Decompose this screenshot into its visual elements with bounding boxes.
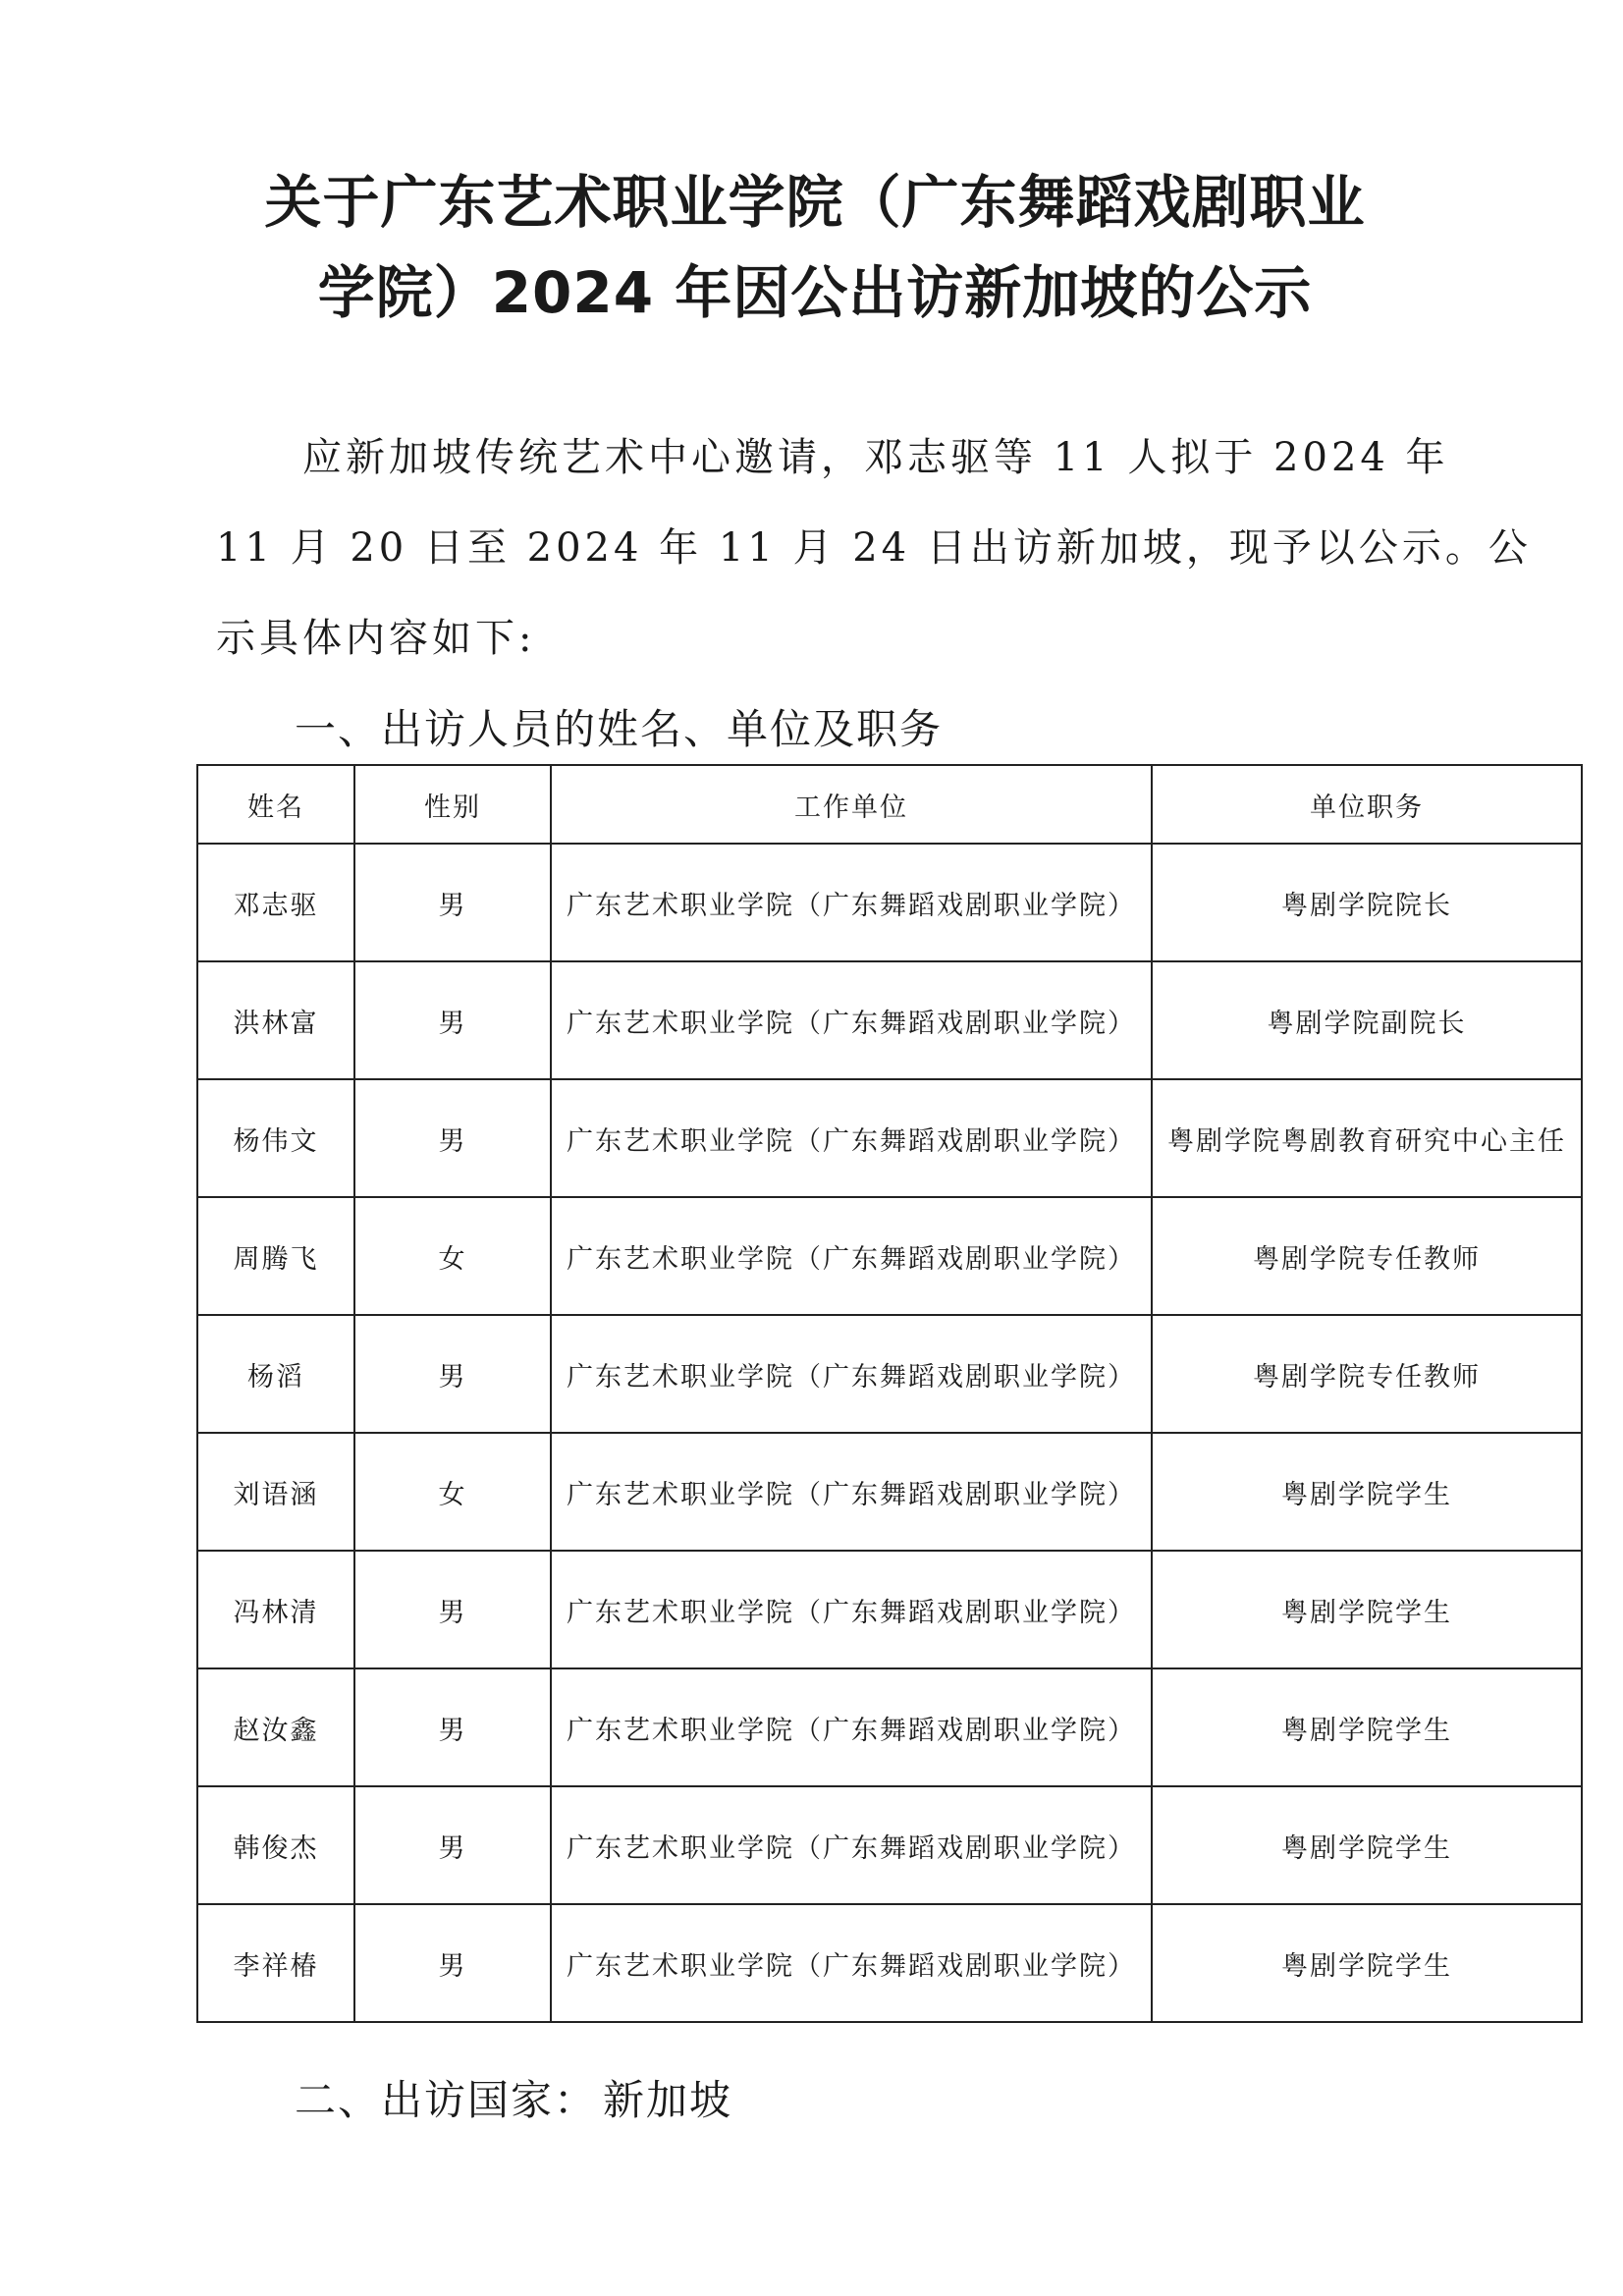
intro-line-2: 11 月 20 日至 2024 年 11 月 24 日出访新加坡，现予以公示。公 xyxy=(216,525,1532,571)
cell-position: 粤剧学院学生 xyxy=(1152,1786,1582,1904)
cell-name: 韩俊杰 xyxy=(197,1786,354,1904)
title-line-1: 关于广东艺术职业学院（广东舞蹈戏剧职业 xyxy=(264,169,1366,236)
cell-gender: 男 xyxy=(354,844,551,961)
cell-position: 粤剧学院粤剧教育研究中心主任 xyxy=(1152,1079,1582,1197)
header-unit: 工作单位 xyxy=(551,765,1152,844)
cell-position: 粤剧学院副院长 xyxy=(1152,961,1582,1079)
intro-line-3: 示具体内容如下: xyxy=(216,616,536,661)
cell-name: 周腾飞 xyxy=(197,1197,354,1315)
cell-position: 粤剧学院学生 xyxy=(1152,1551,1582,1668)
table-row xyxy=(197,1197,1582,1315)
section-2-value: 新加坡 xyxy=(603,2076,733,2124)
cell-name: 杨伟文 xyxy=(197,1079,354,1197)
cell-gender: 女 xyxy=(354,1433,551,1551)
table-row xyxy=(197,1433,1582,1551)
table-row xyxy=(197,1904,1582,2022)
cell-unit: 广东艺术职业学院（广东舞蹈戏剧职业学院） xyxy=(551,1079,1152,1197)
intro-paragraph xyxy=(216,412,1532,683)
title-line-2: 学院）2024 年因公出访新加坡的公示 xyxy=(317,259,1313,326)
cell-position: 粤剧学院学生 xyxy=(1152,1668,1582,1786)
document-title xyxy=(177,157,1453,338)
table-row xyxy=(197,961,1582,1079)
cell-position: 粤剧学院院长 xyxy=(1152,844,1582,961)
section-2-label: 二、出访国家： xyxy=(295,2076,598,2124)
table-row xyxy=(197,844,1582,961)
cell-name: 刘语涵 xyxy=(197,1433,354,1551)
cell-name: 杨滔 xyxy=(197,1315,354,1433)
cell-gender: 男 xyxy=(354,1668,551,1786)
cell-name: 李祥椿 xyxy=(197,1904,354,2022)
staff-table xyxy=(196,764,1583,2023)
cell-gender: 男 xyxy=(354,1315,551,1433)
cell-unit: 广东艺术职业学院（广东舞蹈戏剧职业学院） xyxy=(551,1668,1152,1786)
cell-position: 粤剧学院学生 xyxy=(1152,1433,1582,1551)
header-position: 单位职务 xyxy=(1152,765,1582,844)
cell-unit: 广东艺术职业学院（广东舞蹈戏剧职业学院） xyxy=(551,961,1152,1079)
table-row xyxy=(197,1668,1582,1786)
cell-unit: 广东艺术职业学院（广东舞蹈戏剧职业学院） xyxy=(551,1551,1152,1668)
header-gender: 性别 xyxy=(354,765,551,844)
cell-unit: 广东艺术职业学院（广东舞蹈戏剧职业学院） xyxy=(551,1197,1152,1315)
cell-unit: 广东艺术职业学院（广东舞蹈戏剧职业学院） xyxy=(551,1904,1152,2022)
cell-unit: 广东艺术职业学院（广东舞蹈戏剧职业学院） xyxy=(551,1433,1152,1551)
cell-name: 冯林清 xyxy=(197,1551,354,1668)
header-name: 姓名 xyxy=(197,765,354,844)
table-row xyxy=(197,1315,1582,1433)
intro-line-1: 应新加坡传统艺术中心邀请，邓志驱等 11 人拟于 2024 年 xyxy=(302,435,1449,480)
cell-name: 赵汝鑫 xyxy=(197,1668,354,1786)
cell-gender: 女 xyxy=(354,1197,551,1315)
table-row xyxy=(197,1786,1582,1904)
cell-gender: 男 xyxy=(354,1786,551,1904)
cell-name: 洪林富 xyxy=(197,961,354,1079)
section-2-heading xyxy=(295,2068,732,2127)
cell-position: 粤剧学院专任教师 xyxy=(1152,1315,1582,1433)
table-row xyxy=(197,1079,1582,1197)
cell-name: 邓志驱 xyxy=(197,844,354,961)
cell-gender: 男 xyxy=(354,1551,551,1668)
cell-position: 粤剧学院学生 xyxy=(1152,1904,1582,2022)
cell-unit: 广东艺术职业学院（广东舞蹈戏剧职业学院） xyxy=(551,1786,1152,1904)
cell-gender: 男 xyxy=(354,1904,551,2022)
section-1-heading: 一、出访人员的姓名、单位及职务 xyxy=(295,705,944,753)
cell-unit: 广东艺术职业学院（广东舞蹈戏剧职业学院） xyxy=(551,844,1152,961)
cell-position: 粤剧学院专任教师 xyxy=(1152,1197,1582,1315)
table-row xyxy=(197,1551,1582,1668)
cell-gender: 男 xyxy=(354,1079,551,1197)
table-header-row xyxy=(197,765,1582,844)
cell-gender: 男 xyxy=(354,961,551,1079)
cell-unit: 广东艺术职业学院（广东舞蹈戏剧职业学院） xyxy=(551,1315,1152,1433)
